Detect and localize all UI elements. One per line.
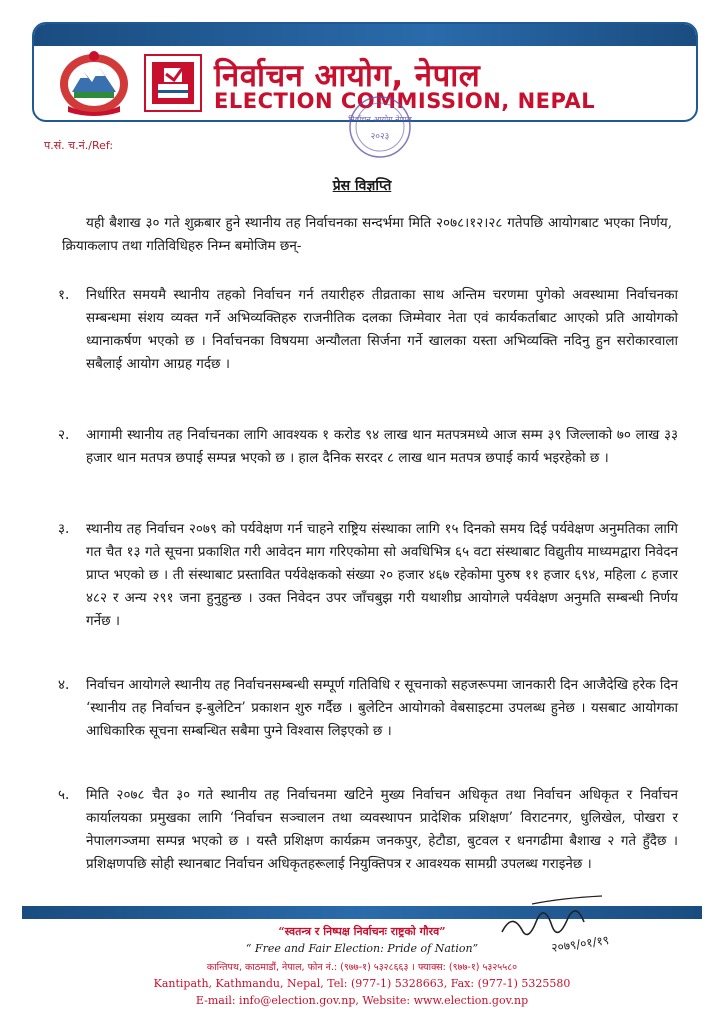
document-title-text: प्रेस विज्ञप्ति xyxy=(332,178,392,194)
stamp-text: निर्वाचन आयोग नेपाल xyxy=(348,115,412,124)
reference-label: प.सं. च.नं./Ref: xyxy=(44,139,114,152)
list-item-text: निर्धारित समयमै स्थानीय तहको निर्वाचन गर्न तयारीहरु तीव्रताका साथ अन्तिम चरणमा पुगेको अवस्थामा निर्वाचनका सम्बन्धमा संशय व्यक्त गर्ने अभिव्यक्तिहरु राजनीतिक दलका जिम्मेवार नेता एवं कार्यकर्ताबाट आएको प्रति आयोगको ध्यानाकर्षण भएको छ । निर्वाचनका विषयमा अन्यौलता सिर्जना गर्ने खालका यस्ता अभिव्यक्ति नदिनु हुन सरोकारवाला सबैलाई आयोग आग्रह गर्दछ । xyxy=(86,287,678,372)
address-english: Kantipath, Kathmandu, Nepal, Tel: (977-1) 5328663, Fax: (977-1) 5325580 xyxy=(153,977,571,990)
slogan-english: “ Free and Fair Election: Pride of Nation” xyxy=(245,942,479,955)
list-item-text: स्थानीय तह निर्वाचन २०७९ को पर्यवेक्षण गर्न चाहने राष्ट्रिय संस्थाका लागि १५ दिनको समय दिई पर्यवेक्षण अनुमतिका लागि गत चैत १३ गते सूचना प्रकाशित गरी आवेदन माग गरिएकोमा सो अवधिभित्र ६५ वटा संस्थाबाट विद्युतीय माध्यमद्वारा निवेदन प्राप्त भएको छ । ती संस्थाबाट प्रस्तावित पर्यवेक्षकको संख्या २० हजार ४६७ रहेकोमा पुरुष ११ हजार ६९४, महिला ८ हजार ४८२ र अन्य २९१ जना हुनुहुन्छ । उक्त निवेदन उपर जाँचबुझ गरी यथाशीघ्र आयोगले पर्यवेक्षण अनुमति सम्बन्धी निर्णय गर्नेछ । xyxy=(86,521,678,629)
list-item-text: मिति २०७८ चैत ३० गते स्थानीय तह निर्वाचनमा खटिने मुख्य निर्वाचन अधिकृत तथा निर्वाचन अधिकृत र निर्वाचन कार्यालयका प्रमुखका लागि ‘निर्वाचन सञ्चालन तथा व्यवस्थापन प्रादेशिक प्रशिक्षण’ विराटनगर, धुलिखेल, पोखरा र नेपालगञ्जमा सम्पन्न भएको छ । यस्तै प्रशिक्षण कार्यक्रम जनकपुर, हेटौडा, बुटवल र धनगढीमा बैशाख २ गते हुँदैछ । प्रशिक्षणपछि सोही स्थानबाट निर्वाचन अधिकृतहरूलाई नियुक्तिपत्र र आवश्यक सामग्री उपलब्ध गराइनेछ । xyxy=(86,787,678,872)
org-title-nepali: निर्वाचन आयोग, नेपाल xyxy=(214,58,481,94)
slogan-nepali: “स्वतन्त्र र निष्पक्ष निर्वाचनः राष्ट्रको गौरव” xyxy=(278,925,446,938)
nepal-emblem-icon xyxy=(54,46,134,118)
election-commission-logo-icon xyxy=(144,54,202,112)
list-item xyxy=(58,518,678,633)
list-item-number: ५. xyxy=(58,787,70,803)
letterhead-band xyxy=(34,24,696,46)
signature-date: २०७९/०१/१९ xyxy=(550,933,610,955)
org-title-english: ELECTION COMMISSION, NEPAL xyxy=(214,89,596,113)
address-nepali: कान्तिपथ, काठमाडौं, नेपाल, फोन नं.: (९७७-१) ५३२८६६३ । फ्याक्स: (९७७-१) ५३२५५८० xyxy=(206,962,518,973)
list-item xyxy=(58,784,678,876)
document-title xyxy=(0,176,724,195)
list-item-number: ४. xyxy=(58,677,70,693)
official-stamp xyxy=(340,95,420,165)
list-item xyxy=(58,284,678,376)
list-item-number: २. xyxy=(58,427,70,443)
list-item xyxy=(58,674,678,743)
list-item-text: आगामी स्थानीय तह निर्वाचनका लागि आवश्यक १ करोड ९४ लाख थान मतपत्रमध्ये आज सम्म ३९ जिल्लाको ७० लाख ३३ हजार थान मतपत्र छपाई सम्पन्न भएको छ । हाल दैनिक सरदर ८ लाख थान मतपत्र छपाई कार्य भइरहेको छ । xyxy=(86,427,678,466)
stamp-year: २०२३ xyxy=(370,132,390,142)
contact-web: E-mail: info@election.gov.np, Website: www.election.gov.np xyxy=(195,994,529,1007)
list-item-text: निर्वाचन आयोगले स्थानीय तह निर्वाचनसम्बन्धी सम्पूर्ण गतिविधि र सूचनाको सहजरूपमा जानकारी दिन आजैदेखि हरेक दिन ‘स्थानीय तह निर्वाचन इ-बुलेटिन’ प्रकाशन शुरु गर्दैछ । बुलेटिन आयोगको वेबसाइटमा उपलब्ध हुनेछ । यसबाट आयोगका आधिकारिक सूचना सम्बन्धित सबैमा पुग्ने विश्वास लिइएको छ । xyxy=(86,677,678,739)
list-item-number: १. xyxy=(58,287,70,303)
list-item-number: ३. xyxy=(58,521,70,537)
intro-paragraph: यही बैशाख ३० गते शुक्रबार हुने स्थानीय तह निर्वाचनका सन्दर्भमा मिति २०७८।१२।२८ गतेपछि आयोगबाट भएका निर्णय, क्रियाकलाप तथा गतिविधिहरु निम्न बमोजिम छन्- xyxy=(62,215,672,254)
list-item xyxy=(58,424,678,470)
